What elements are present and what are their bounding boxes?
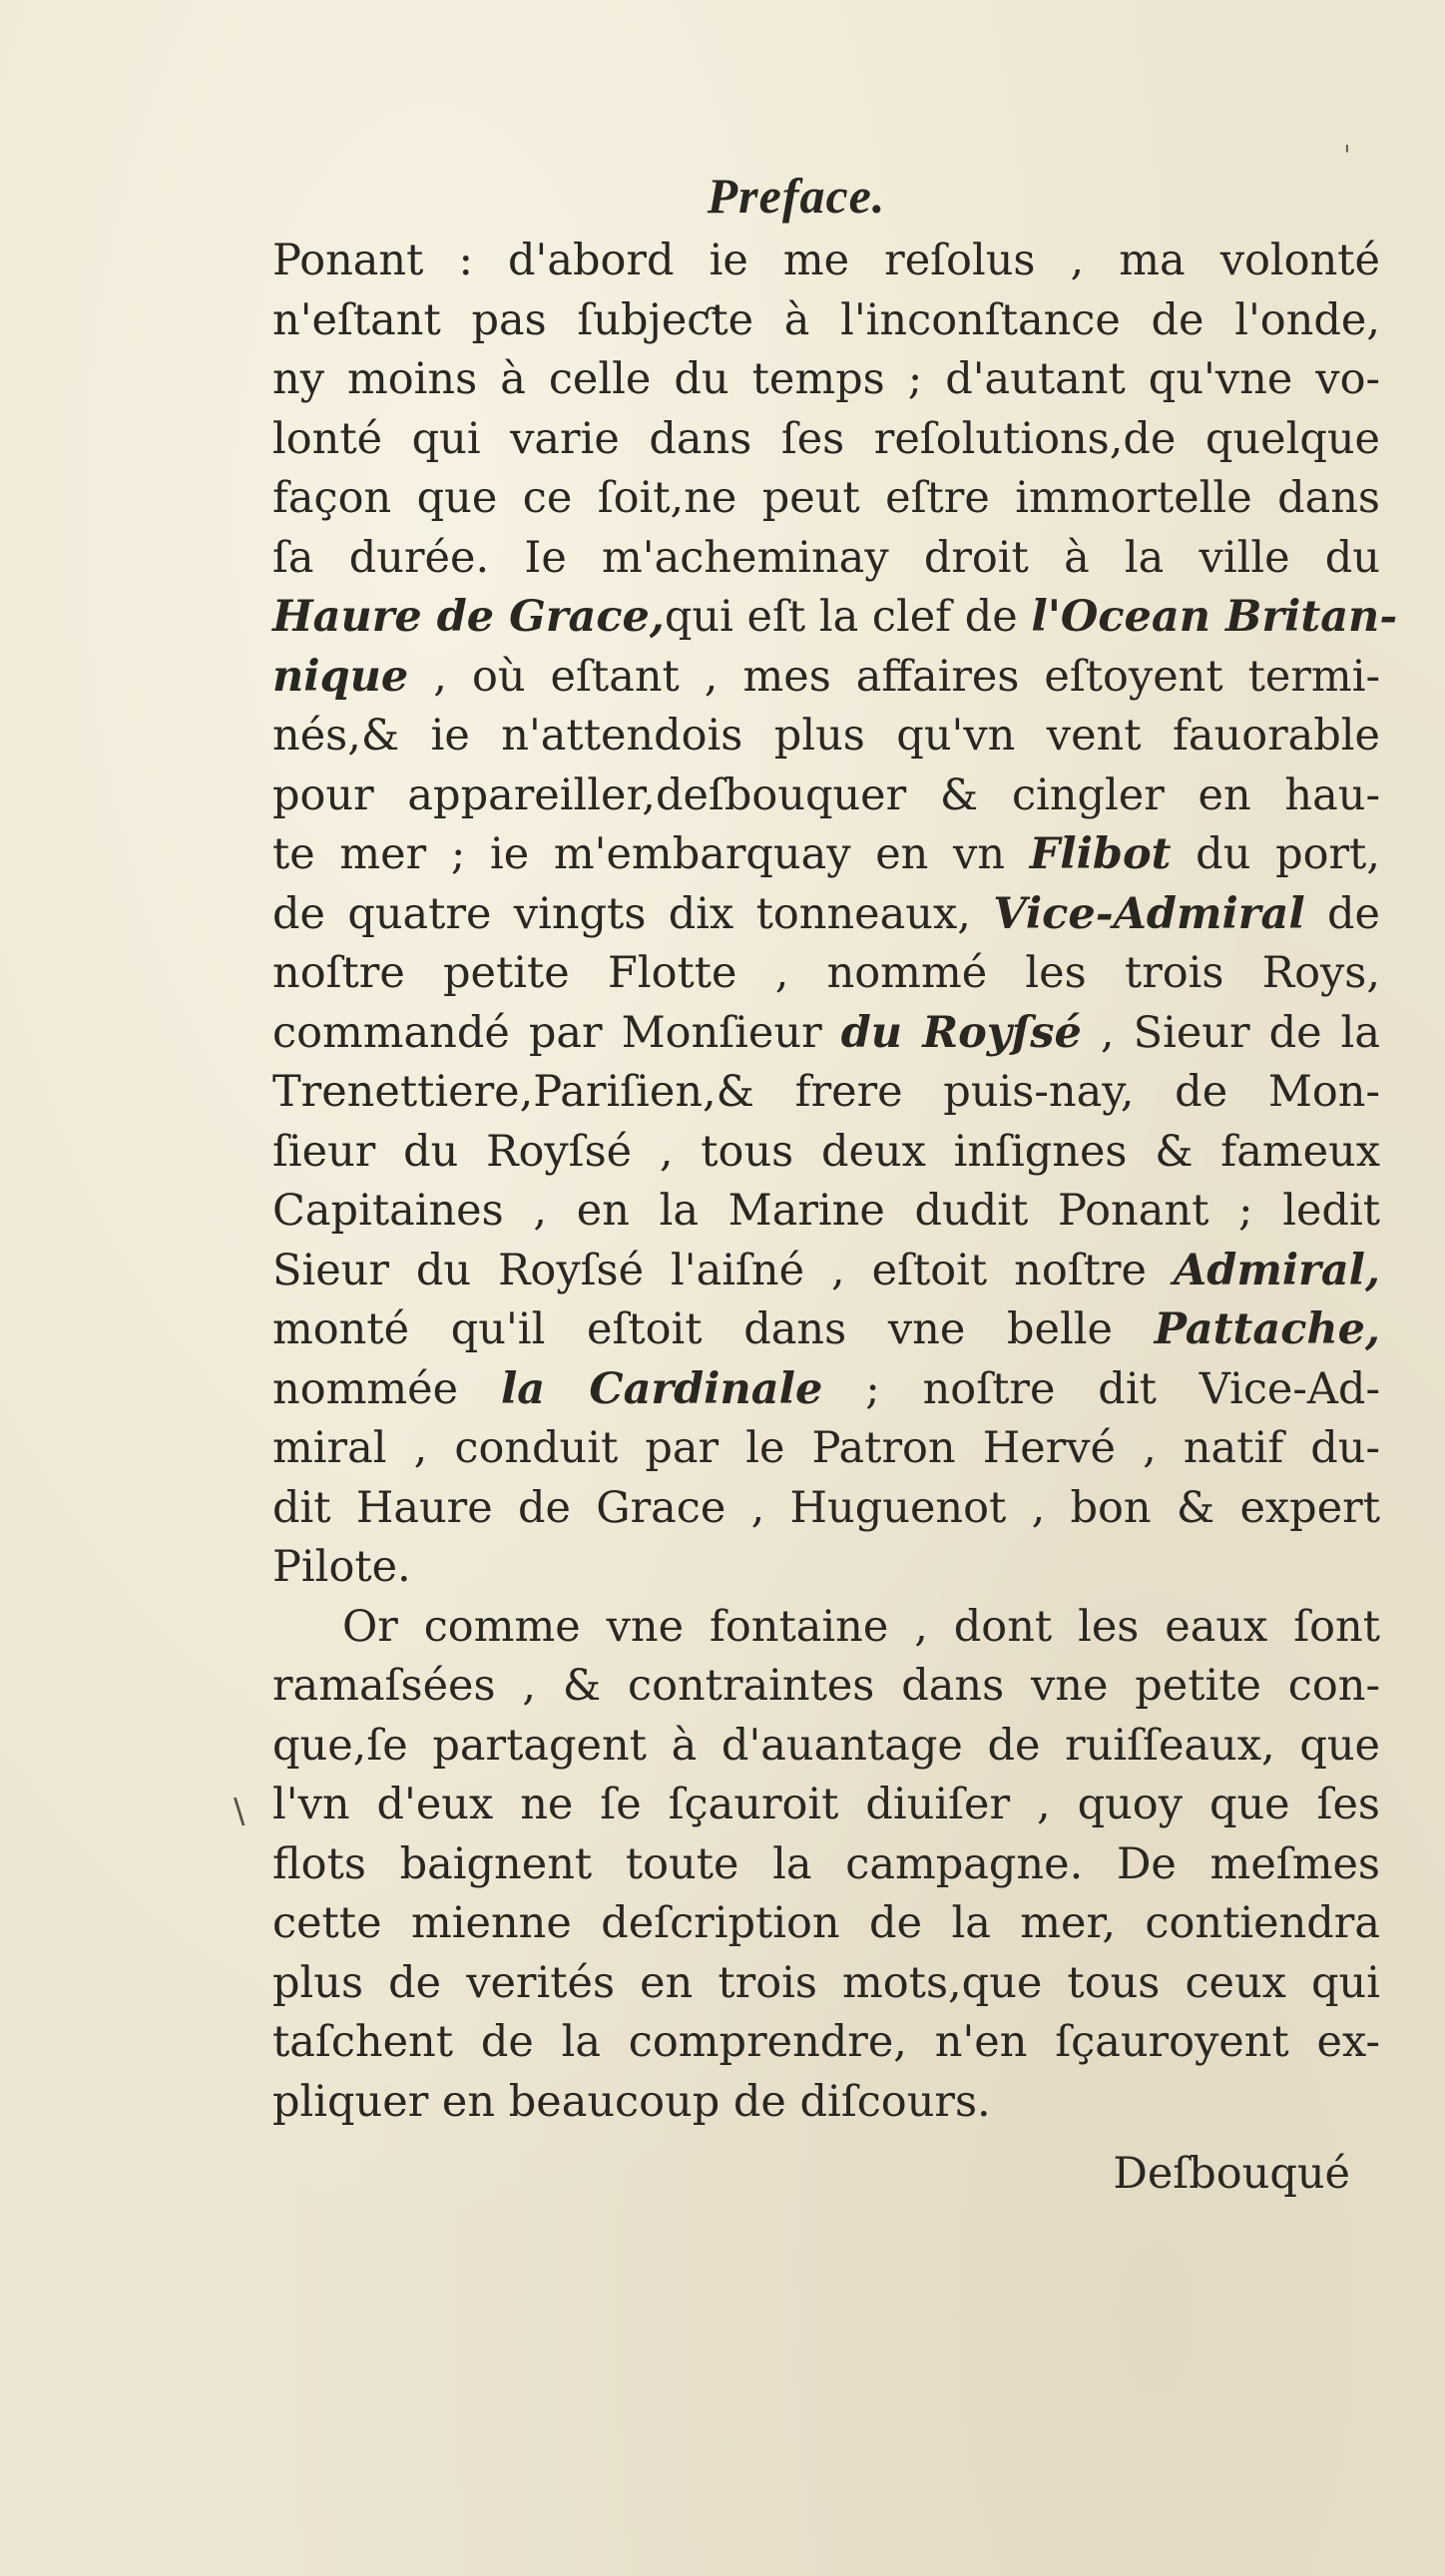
roman-text: nommée — [272, 1363, 501, 1414]
text-line: lonté qui varie dans ſes reſolutions,de quelque — [272, 413, 1380, 464]
italic-text: Flibot — [1029, 829, 1172, 879]
roman-text: te mer ; ie m'embarquay en vn — [272, 829, 1030, 879]
roman-text: ; noſtre dit Vice-Ad- — [822, 1363, 1380, 1414]
text-line: noſtre petite Flotte , nommé les trois Roys, — [272, 948, 1380, 998]
text-line: ny moins à celle du temps ; d'autant qu'vne vo- — [272, 354, 1380, 404]
roman-text: de — [1304, 888, 1380, 939]
text-line — [272, 588, 1398, 648]
text-line — [272, 1004, 1380, 1064]
text-line: n'eſtant pas ſubjeƈte à l'inconſtance de l'onde, — [272, 294, 1380, 345]
italic-text: du Royſsé — [840, 1007, 1082, 1058]
italic-text: nique — [272, 651, 409, 702]
text-line: ramaſsées , & contraintes dans vne petite con- — [272, 1661, 1380, 1711]
text-line: Trenettiere,Pariſien,& frere puis-nay, de Mon- — [272, 1067, 1380, 1117]
text-line: flots baignent toute la campagne. De meſmes — [272, 1838, 1380, 1889]
roman-text: du port, — [1171, 829, 1380, 879]
roman-text: commandé par Monſieur — [272, 1007, 841, 1058]
italic-text: Admiral, — [1173, 1245, 1380, 1295]
text-line: pliquer en beaucoup de diſcours. — [272, 2076, 991, 2127]
italic-text: Haure de Grace, — [272, 592, 665, 642]
text-line: que,ſe partagent à d'auantage de ruiſſeaux, que — [272, 1720, 1380, 1771]
text-line: Or comme vne fontaine , dont les eaux ſont — [342, 1601, 1380, 1652]
roman-text: Sieur du Royſsé l'aiſné , eſtoit noſtre — [272, 1245, 1174, 1295]
text-line: pour appareiller,deſbouquer & cingler en hau- — [272, 770, 1380, 820]
text-line: plus de verités en trois mots,que tous ceux qui — [272, 1957, 1380, 2008]
text-line: miral , conduit par le Patron Hervé , natif du- — [272, 1423, 1380, 1473]
text-line: ſa durée. Ie m'acheminay droit à la ville du — [272, 532, 1380, 583]
roman-text: qui eſt la clef de — [664, 592, 1032, 642]
text-line: Ponant : d'abord ie me reſolus , ma volonté — [272, 236, 1380, 285]
text-line: cette mienne deſcription de la mer, contiendra — [272, 1898, 1380, 1948]
text-line — [272, 825, 1380, 885]
text-line — [272, 885, 1380, 945]
roman-text: de quatre vingts dix tonneaux, — [272, 888, 994, 939]
margin-tick-icon: \ — [234, 1792, 245, 1831]
paragraph-2 — [272, 1598, 1380, 2133]
text-line: Capitaines , en la Marine dudit Ponant ; ledit — [272, 1186, 1380, 1236]
margin-mark: ˈ — [1343, 140, 1351, 173]
text-line: taſchent de la comprendre, n'en ſçauroyent ex- — [272, 2017, 1380, 2067]
text-line — [272, 1242, 1380, 1301]
italic-text: Pattache, — [1154, 1304, 1380, 1354]
text-line — [272, 648, 1380, 708]
italic-text: l'Ocean Britan- — [1031, 592, 1398, 642]
text-line — [272, 1300, 1380, 1360]
italic-text: la Cardinale — [500, 1363, 823, 1414]
running-header: Preface. — [707, 168, 886, 224]
text-line — [272, 1360, 1380, 1420]
roman-text: , Sieur de la — [1081, 1007, 1380, 1058]
roman-text: monté qu'il eſtoit dans vne belle — [272, 1304, 1155, 1354]
italic-text: Vice-Admiral — [993, 888, 1305, 939]
text-line: l'vn d'eux ne ſe ſçauroit diuiſer , quoy que ſes — [272, 1780, 1380, 1829]
roman-text: , où eſtant , mes affaires eſtoyent termi- — [408, 651, 1380, 702]
text-line: dit Haure de Grace , Huguenot , bon & expert — [272, 1482, 1380, 1533]
text-line: Pilote. — [272, 1542, 411, 1592]
text-line: ſieur du Royſsé , tous deux inſignes & fameux — [272, 1126, 1380, 1177]
text-line: nés,& ie n'attendois plus qu'vn vent fauorable — [272, 711, 1380, 761]
text-line: façon que ce ſoit,ne peut eſtre immortelle dans — [272, 473, 1380, 523]
page-content — [272, 160, 1398, 2204]
catchword: Deſbouqué — [1113, 2149, 1350, 2199]
paragraph-1 — [272, 232, 1398, 1598]
